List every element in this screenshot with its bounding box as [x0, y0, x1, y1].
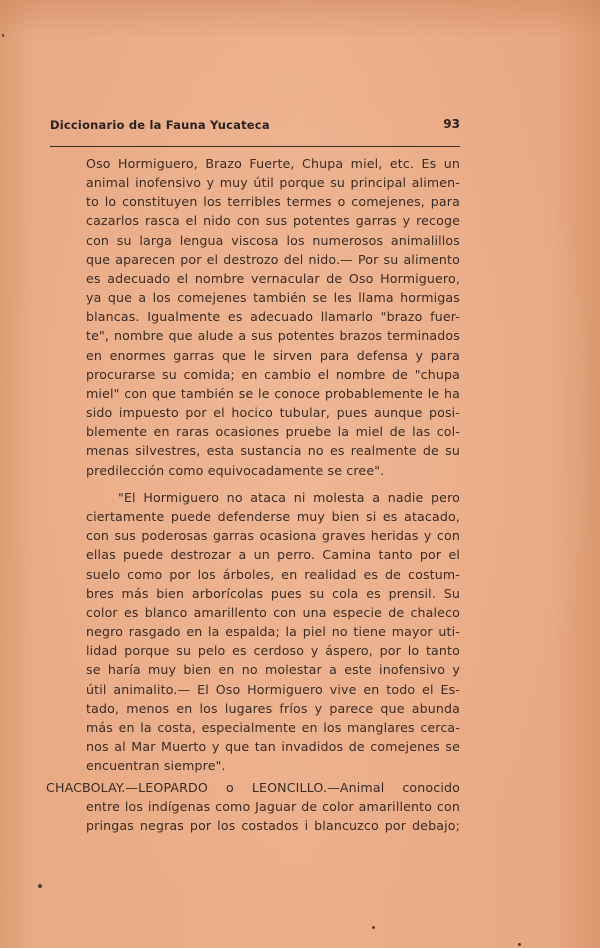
text-line: es adecuado el nombre vernacular de Oso Hormiguero,: [86, 270, 460, 286]
text-line: ciertamente puede defenderse muy bien si es atacado,: [86, 509, 460, 525]
dictionary-entry-chacbolay: [46, 778, 460, 836]
text-line: to lo constituyen los terribles termes o comejenes, para: [86, 194, 460, 210]
text-line: color es blanco amarillento con una especie de chaleco: [86, 604, 460, 620]
text-line: negro rasgado en la espalda; la piel no tiene mayor uti-: [86, 624, 460, 640]
text-line: entre los indígenas como Jaguar de color amarillento con: [86, 799, 460, 815]
page-number: 93: [443, 117, 460, 131]
text-line: pringas negras por los costados i blancuzco por debajo;: [86, 818, 460, 834]
text-line: se haría muy bien en no molestar a este inofensivo y: [86, 662, 460, 678]
entry-headword-line: CHACBOLAY.—LEOPARDO o LEONCILLO.—Animal conocido: [46, 780, 460, 795]
text-line: nos al Mar Muerto y que tan invadidos de comejenes se: [86, 739, 460, 755]
text-line: miel" con que también se le conoce probablemente le ha: [86, 385, 460, 401]
text-line: más en la costa, especialmente en los manglares cerca-: [86, 719, 460, 735]
paragraph-1: [86, 154, 460, 480]
text-line: cazarlos rasca el nido con sus potentes garras y recoge: [86, 213, 460, 229]
paper-speck: [38, 884, 42, 888]
paper-speck: [518, 943, 521, 946]
text-line: te", nombre que alude a sus potentes brazos terminados: [86, 328, 460, 344]
paper-speck: [372, 926, 375, 929]
text-line: sido impuesto por el hocico tubular, pues aunque posi-: [86, 405, 460, 421]
text-line: lidad porque su pelo es cerdoso y áspero, por lo tanto: [86, 643, 460, 659]
text-line: ya que a los comejenes también se les llama hormigas: [86, 290, 460, 306]
text-line: con sus poderosas garras ocasiona graves heridas y con: [86, 528, 460, 544]
paragraph-2: [86, 488, 460, 775]
text-line: Oso Hormiguero, Brazo Fuerte, Chupa miel, etc. Es un: [86, 156, 460, 171]
text-line: ellas puede destrozar a un perro. Camina tanto por el: [86, 547, 460, 563]
text-line: suelo como por los árboles, en realidad es de costum-: [86, 566, 460, 582]
text-line: que aparecen por el destrozo del nido.— Por su alimento: [86, 251, 460, 267]
text-line: "El Hormiguero no ataca ni molesta a nadie pero: [118, 490, 460, 505]
running-header: [50, 118, 460, 138]
text-line: en enormes garras que le sirven para defensa y para: [86, 347, 460, 363]
text-line: tado, menos en los lugares fríos y parece que abunda: [86, 700, 460, 716]
text-line: blancas. Igualmente es adecuado llamarlo "brazo fuer-: [86, 309, 460, 325]
text-line: bres más bien arborícolas pues su cola es prensil. Su: [86, 585, 460, 601]
text-line: procurarse su comida; en cambio el nombre de "chupa: [86, 366, 460, 382]
text-line: encuentran siempre".: [86, 758, 226, 774]
text-line: con su larga lengua viscosa los numerosos animalillos: [86, 232, 460, 248]
text-line: predilección como equivocadamente se cree".: [86, 462, 385, 478]
header-rule: [50, 146, 460, 147]
text-line: menas silvestres, esta sustancia no es realmente de su: [86, 443, 460, 459]
text-line: blemente en raras ocasiones pruebe la miel de las col-: [86, 424, 460, 440]
text-line: útil animalito.— El Oso Hormiguero vive en todo el Es-: [86, 681, 460, 697]
paper-speck: [2, 34, 4, 37]
running-title: Diccionario de la Fauna Yucateca: [50, 118, 270, 132]
text-line: animal inofensivo y muy útil porque su principal alimen-: [86, 175, 460, 191]
